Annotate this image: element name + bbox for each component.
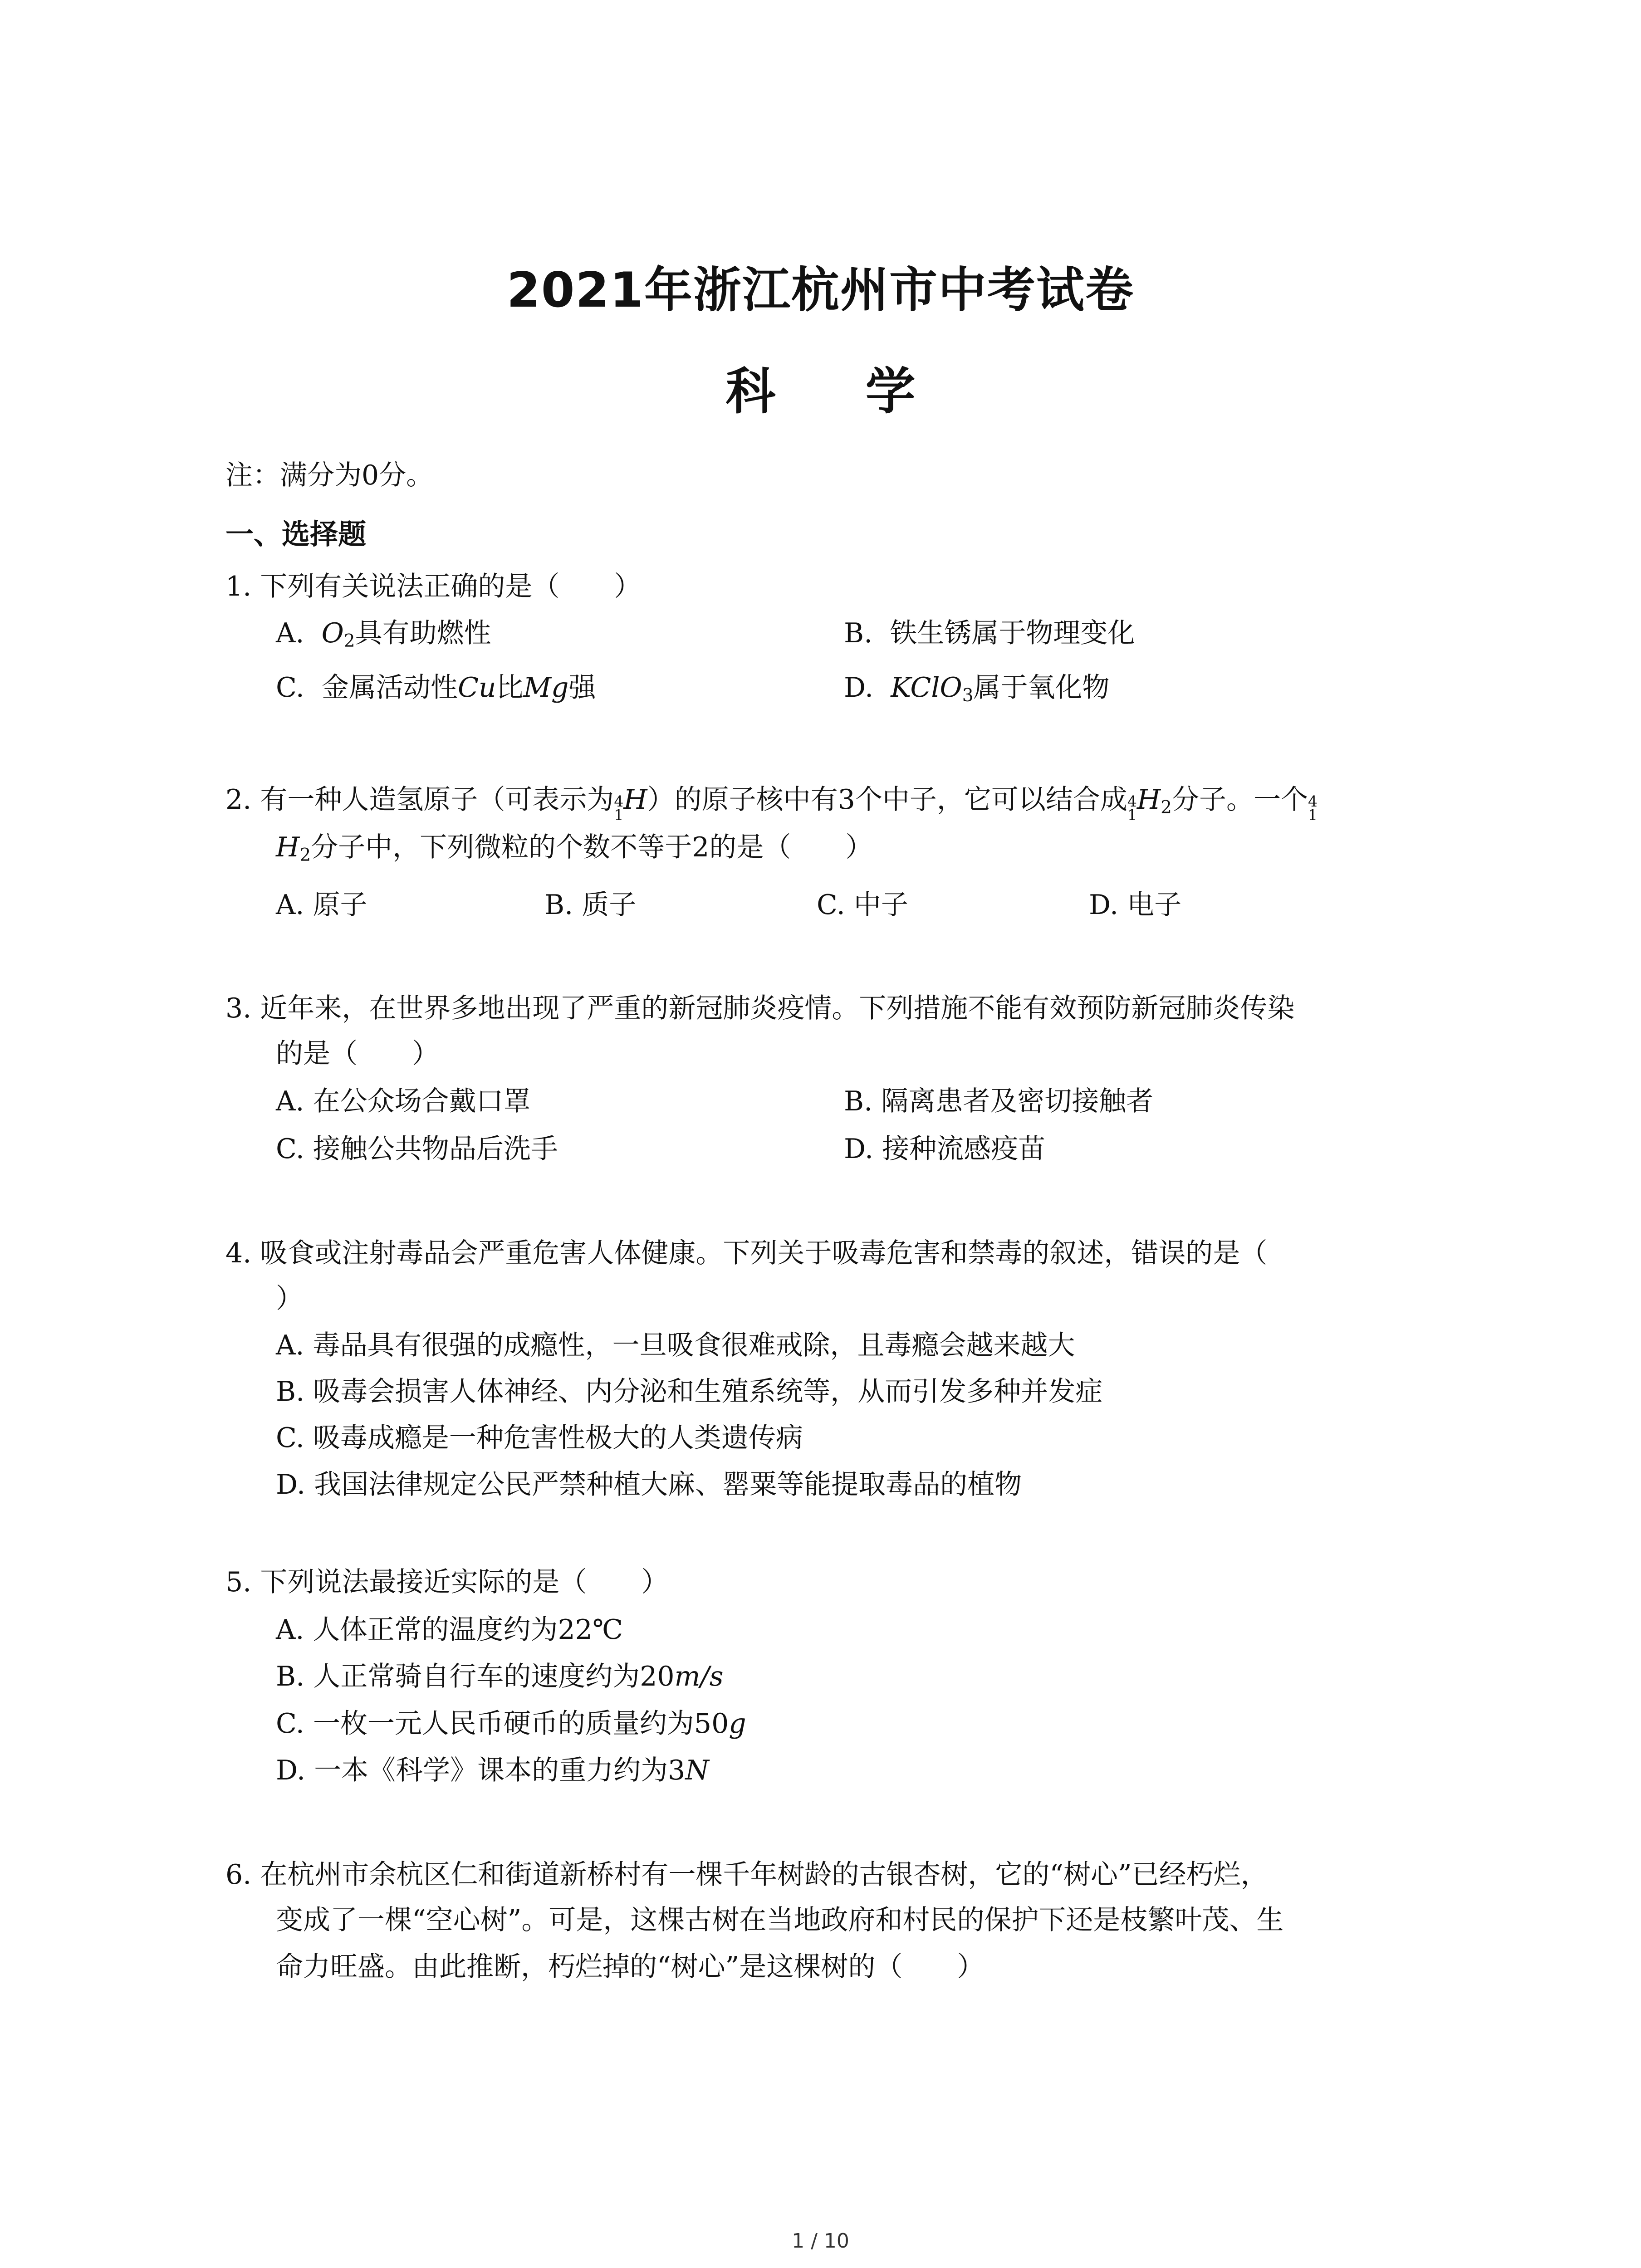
question-3-stem-line-2: 的是（ ）	[276, 1038, 439, 1070]
question-5-option-b: B. 人正常骑自行车的速度约为20m/s	[276, 1661, 724, 1692]
section-heading: 一、选择题	[225, 518, 367, 551]
page-title: 2021年浙江杭州市中考试卷	[506, 262, 1135, 318]
question-4-option-a: A. 毒品具有很强的成瘾性，一旦吸食很难戒除，且毒瘾会越来越大	[276, 1330, 1075, 1361]
question-4-stem-line-1: 4. 吸食或注射毒品会严重危害人体健康。下列关于吸毒危害和禁毒的叙述，错误的是（	[225, 1237, 1268, 1269]
question-1-stem: 1. 下列有关说法正确的是（ ）	[225, 571, 642, 602]
question-3-option-c: C. 接触公共物品后洗手	[276, 1133, 558, 1165]
question-3-option-d: D. 接种流感疫苗	[844, 1133, 1046, 1165]
question-1-option-b: B. 铁生锈属于物理变化	[844, 617, 1135, 649]
question-5-stem: 5. 下列说法最接近实际的是（ ）	[225, 1566, 669, 1598]
question-3-stem-line-1: 3. 近年来，在世界多地出现了严重的新冠肺炎疫情。下列措施不能有效预防新冠肺炎传染	[225, 992, 1295, 1024]
question-2-stem-line-1: 2. 有一种人造氢原子（可表示为 4 1 H）的原子核中有3个中子，它可以结合成 4 1 $H_2$分子。一个 4 1	[225, 784, 1318, 824]
page-number: 1 / 10	[792, 2229, 849, 2253]
question-6-stem-line-2: 变成了一棵“空心树”。可是，这棵古树在当地政府和村民的保护下还是枝繁叶茂、生	[276, 1904, 1284, 1936]
question-1-option-d: D. KClO$_3$属于氧化物	[844, 672, 1110, 706]
question-2-stem-line-2: $H_2$分子中，下列微粒的个数不等于2的是（ ）	[276, 831, 873, 865]
question-5-option-a: A. 人体正常的温度约为22℃	[276, 1614, 623, 1646]
question-3-option-a: A. 在公众场合戴口罩	[276, 1085, 531, 1117]
question-1-option-c: C. 金属活动性Cu比Mg强	[276, 672, 596, 704]
question-4-option-d: D. 我国法律规定公民严禁种植大麻、罂粟等能提取毒品的植物	[276, 1469, 1022, 1501]
question-4-option-c: C. 吸毒成瘾是一种危害性极大的人类遗传病	[276, 1422, 803, 1454]
question-6-stem-line-3: 命力旺盛。由此推断，朽烂掉的“树心”是这棵树的（ ）	[276, 1951, 985, 1983]
question-2-option-d: D. 电子	[1089, 889, 1182, 921]
question-2-option-a: A. 原子	[276, 889, 367, 921]
question-5-option-d: D. 一本《科学》课本的重力约为3N	[276, 1755, 709, 1786]
question-3-option-b: B. 隔离患者及密切接触者	[844, 1085, 1154, 1117]
subject-title: 科 学	[725, 362, 952, 420]
question-4-option-b: B. 吸毒会损害人体神经、内分泌和生殖系统等，从而引发多种并发症	[276, 1376, 1103, 1408]
question-6-stem-line-1: 6. 在杭州市余杭区仁和街道新桥村有一棵千年树龄的古银杏树，它的“树心”已经朽烂，	[225, 1859, 1268, 1891]
question-5-option-c: C. 一枚一元人民币硬币的质量约为50g	[276, 1708, 746, 1740]
question-2-option-b: B. 质子	[544, 889, 637, 921]
question-2-option-c: C. 中子	[817, 889, 908, 921]
question-4-stem-line-2: ）	[276, 1283, 303, 1315]
question-1-option-a: A. $O_2$具有助燃性	[276, 617, 491, 651]
score-note: 注：满分为0分。	[225, 459, 434, 491]
